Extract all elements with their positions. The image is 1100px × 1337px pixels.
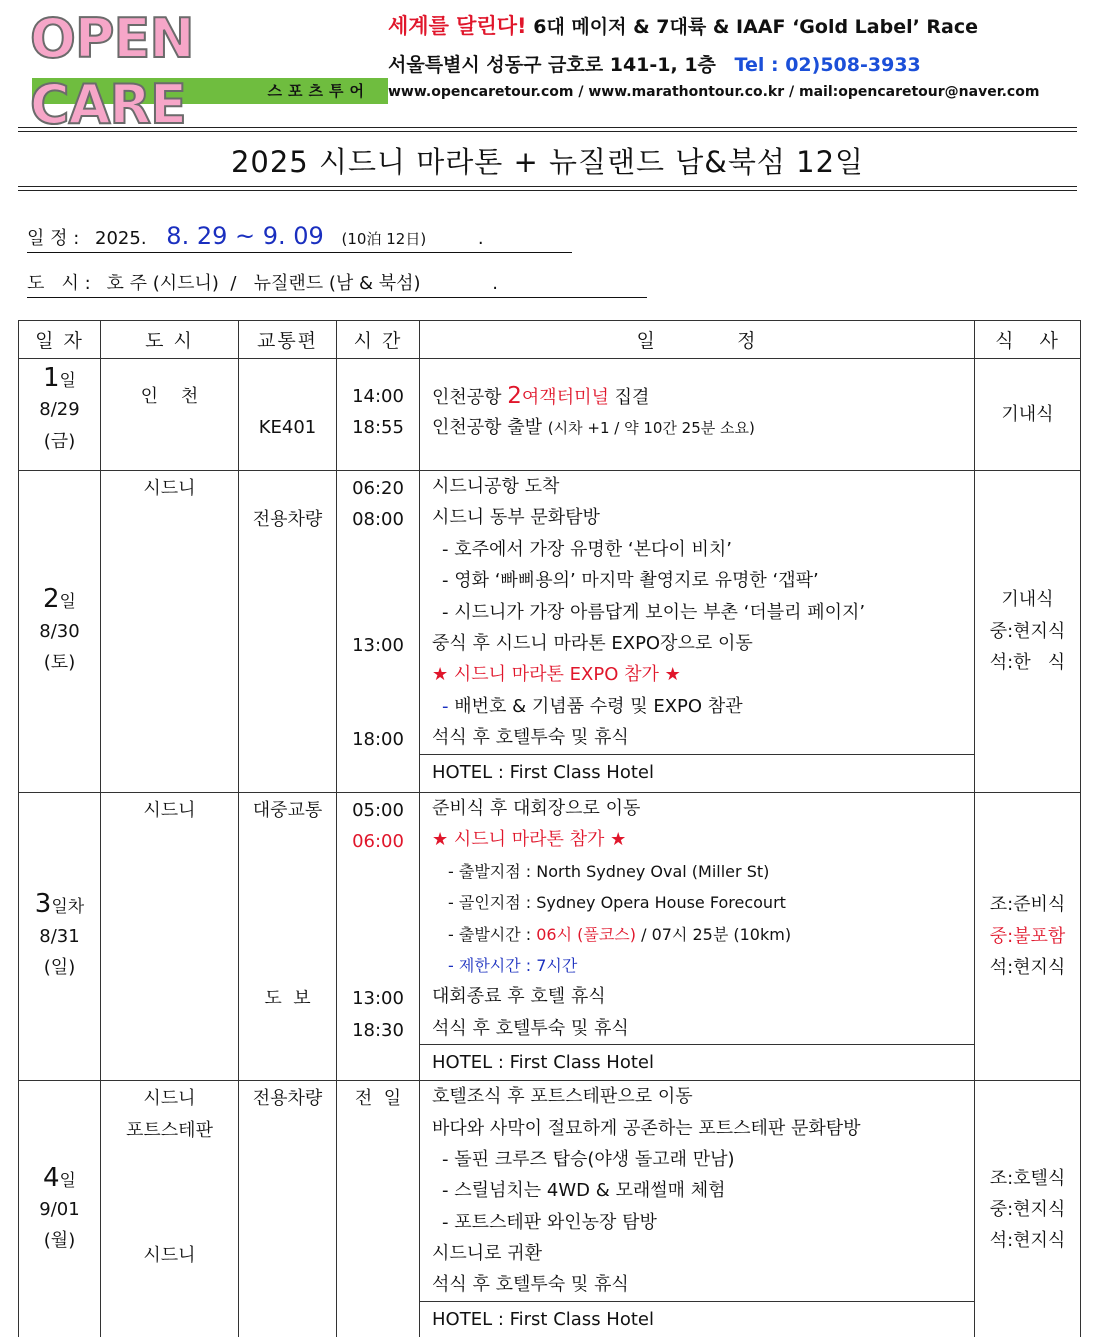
day2-item-9: 석식 후 호텔투숙 및 휴식	[432, 727, 629, 749]
day3-start-time: - 출발시간 : 06시 (풀코스) / 07시 25분 (10km)	[448, 924, 792, 944]
day4-meal-2: 중:현지식	[989, 1198, 1066, 1220]
schedule-end: .	[477, 228, 484, 249]
day3-meal-3: 석:현지식	[989, 957, 1066, 979]
day3-item-1: 준비식 후 대회장으로 이동	[432, 798, 641, 819]
day2-meal	[975, 471, 1081, 793]
day3-meal-1: 조:준비식	[989, 894, 1066, 916]
day2-city-name: 시드니	[143, 478, 196, 499]
day2-vehicle: 전용차량	[252, 509, 323, 530]
title-bottom-rule	[18, 186, 1077, 191]
day4-vehicle: 전용차량	[252, 1088, 323, 1110]
itinerary-table	[18, 320, 1081, 1337]
day4-item-7: 석식 후 호텔투숙 및 휴식	[432, 1274, 629, 1296]
day4-item-4: - 스릴넘치는 4WD & 모래썰매 체험	[442, 1180, 726, 1202]
day4-weekday: (월)	[43, 1230, 76, 1252]
day1-meal	[975, 359, 1081, 471]
day3-start-point: - 출발지점 : North Sydney Oval (Miller St)	[448, 861, 770, 881]
table-row-day4	[19, 1081, 1081, 1337]
schedule-dates	[27, 222, 572, 253]
day3-label: 3일차	[34, 889, 85, 920]
day2-meal-2: 중:현지식	[989, 620, 1066, 642]
day3-transport	[239, 793, 337, 1081]
day3-finish-point: - 골인지점 : Sydney Opera House Forecourt	[448, 893, 786, 913]
day2-time-4: 18:00	[352, 729, 404, 751]
day3-time-1: 05:00	[352, 800, 404, 821]
day3-city-name: 시드니	[143, 800, 196, 821]
day2-weekday: (토)	[43, 652, 76, 674]
day4-transport	[239, 1081, 337, 1337]
day2-item-4: - 영화 ‘빠삐용의’ 마지막 촬영지로 유명한 ‘갭팍’	[442, 570, 819, 592]
day4-date: 9/01	[39, 1198, 80, 1220]
col-meal: 식 사	[975, 321, 1081, 359]
address-line	[388, 50, 1088, 78]
day2-expo-highlight: ★ 시드니 마라톤 EXPO 참가 ★	[432, 664, 681, 686]
day3-meal	[975, 793, 1081, 1081]
tagline-text: 6대 메이저 & 7대륙 & IAAF ‘Gold Label’ Race	[526, 16, 979, 38]
day2-hotel: HOTEL : First Class Hotel	[420, 754, 974, 790]
page-title: 2025 시드니 마라톤 + 뉴질랜드 남&북섬 12일	[230, 145, 865, 179]
day2-transport	[239, 471, 337, 793]
opencare-logo	[30, 6, 370, 136]
day3-item-6: 석식 후 호텔투숙 및 휴식	[432, 1017, 629, 1039]
col-day: 일 자	[19, 321, 101, 359]
col-schedule: 일 정	[420, 321, 975, 359]
day2-meal-1: 기내식	[1001, 589, 1054, 611]
day4-schedule	[420, 1081, 975, 1337]
day3-city	[101, 793, 239, 1081]
table-row-day2	[19, 471, 1081, 793]
table-row-day1	[19, 359, 1081, 471]
day3-transit: 대중교통	[252, 800, 323, 821]
city-text: 호 주 (시드니) / 뉴질랜드 (남 & 북섬)	[106, 273, 421, 294]
day2-item-3: - 호주에서 가장 유명한 ‘본다이 비치’	[442, 538, 732, 560]
day3-cell	[19, 793, 101, 1081]
col-city: 도 시	[101, 321, 239, 359]
day2-item-8: - 배번호 & 기념품 수령 및 EXPO 참관	[442, 695, 743, 717]
day2-time-3: 13:00	[352, 634, 404, 656]
day4-time-1: 전 일	[354, 1088, 402, 1110]
logo-subtitle: 스포츠투어	[267, 82, 370, 100]
schedule-range: 8. 29 ~ 9. 09	[166, 222, 324, 250]
day1-city	[101, 359, 239, 471]
day1-item-2: 인천공항 출발 (시차 +1 / 약 10간 25분 소요)	[432, 417, 755, 439]
top-rule	[18, 127, 1077, 132]
day2-schedule	[420, 471, 975, 793]
day3-times	[337, 793, 420, 1081]
day3-time-3: 13:00	[352, 988, 404, 1010]
day2-time-2: 08:00	[352, 509, 404, 531]
day2-time-1: 06:20	[352, 478, 404, 499]
day4-cell	[19, 1081, 101, 1337]
day1-item-1: 인천공항 2여객터미널 집결	[432, 383, 650, 409]
day3-walk: 도 보	[264, 988, 311, 1010]
day2-label: 2일	[43, 584, 76, 615]
telephone: Tel : 02)508-3933	[734, 54, 921, 76]
schedule-nights: (10泊 12日)	[341, 230, 427, 248]
day4-item-1: 호텔조식 후 포트스테판으로 이동	[432, 1086, 693, 1108]
day3-time-2: 06:00	[352, 831, 404, 853]
day1-transport	[239, 359, 337, 471]
day4-times	[337, 1081, 420, 1337]
web-contact: www.opencaretour.com / www.marathontour.co.kr / mail:opencaretour@naver.com	[388, 84, 1040, 100]
day4-meal	[975, 1081, 1081, 1337]
day4-item-5: - 포트스테판 와인농장 탐방	[442, 1211, 657, 1233]
day4-meal-1: 조:호텔식	[989, 1167, 1066, 1189]
schedule-label: 일 정 :	[27, 228, 80, 249]
city-info	[27, 269, 647, 298]
day3-weekday: (일)	[43, 957, 76, 979]
day3-time-4: 18:30	[352, 1019, 404, 1041]
address: 서울특별시 성동구 금호로 141-1, 1층	[388, 54, 716, 76]
tagline	[388, 10, 1088, 40]
company-header	[388, 10, 1088, 100]
schedule-year: 2025.	[95, 228, 147, 249]
day2-item-2: 시드니 동부 문화탐방	[432, 507, 600, 529]
day2-city	[101, 471, 239, 793]
day1-date: 8/29	[39, 399, 80, 421]
city-label: 도 시 :	[27, 273, 91, 294]
day2-item-6: 중식 후 시드니 마라톤 EXPO장으로 이동	[432, 632, 753, 654]
day4-city-3: 시드니	[143, 1245, 196, 1267]
day3-schedule	[420, 793, 975, 1081]
day2-item-1: 시드니공항 도착	[432, 476, 560, 497]
day4-meal-3: 석:현지식	[989, 1230, 1066, 1252]
day3-time-limit: - 제한시간 : 7시간	[448, 955, 578, 975]
day2-item-5: - 시드니가 가장 아름답게 보이는 부촌 ‘더블리 페이지’	[442, 601, 866, 623]
day2-times	[337, 471, 420, 793]
day3-meal-2: 중:불포함	[989, 925, 1066, 947]
day1-times	[337, 359, 420, 471]
day2-date: 8/30	[39, 620, 80, 642]
day1-schedule	[420, 359, 975, 471]
logo-wordmark: OPEN CARE	[30, 7, 194, 136]
day3-race-highlight: ★ 시드니 마라톤 참가 ★	[432, 829, 627, 851]
day1-flight: KE401	[258, 417, 317, 438]
day1-weekday: (금)	[43, 430, 76, 452]
day4-item-6: 시드니로 귀환	[432, 1243, 543, 1265]
day1-city-name: 인 천	[140, 386, 199, 407]
tagline-highlight: 세계를 달린다!	[388, 14, 527, 38]
day3-item-5: 대회종료 후 호텔 휴식	[432, 986, 606, 1008]
day1-time-2: 18:55	[352, 417, 404, 439]
city-end: .	[492, 273, 498, 294]
day4-hotel: HOTEL : First Class Hotel	[420, 1301, 974, 1337]
col-transport: 교통편	[239, 321, 337, 359]
day1-meal-1: 기내식	[1001, 403, 1054, 425]
day1-label: 1일	[43, 363, 76, 393]
day4-city-1: 시드니	[143, 1088, 196, 1110]
col-time: 시 간	[337, 321, 420, 359]
table-header-row	[19, 321, 1081, 359]
day2-cell	[19, 471, 101, 793]
table-row-day3	[19, 793, 1081, 1081]
day4-city-2: 포트스테판	[126, 1119, 213, 1141]
day4-item-2: 바다와 사막이 절묘하게 공존하는 포트스테판 문화탐방	[432, 1117, 861, 1139]
day1-cell	[19, 359, 101, 471]
day4-city	[101, 1081, 239, 1337]
day1-time-1: 14:00	[352, 386, 404, 407]
day2-meal-3: 석:한 식	[989, 652, 1066, 674]
day4-item-3: - 돌핀 크루즈 탑승(야생 돌고래 만남)	[442, 1148, 735, 1170]
day3-date: 8/31	[39, 925, 80, 947]
day3-hotel: HOTEL : First Class Hotel	[420, 1044, 974, 1080]
day4-label: 4일	[43, 1162, 76, 1193]
